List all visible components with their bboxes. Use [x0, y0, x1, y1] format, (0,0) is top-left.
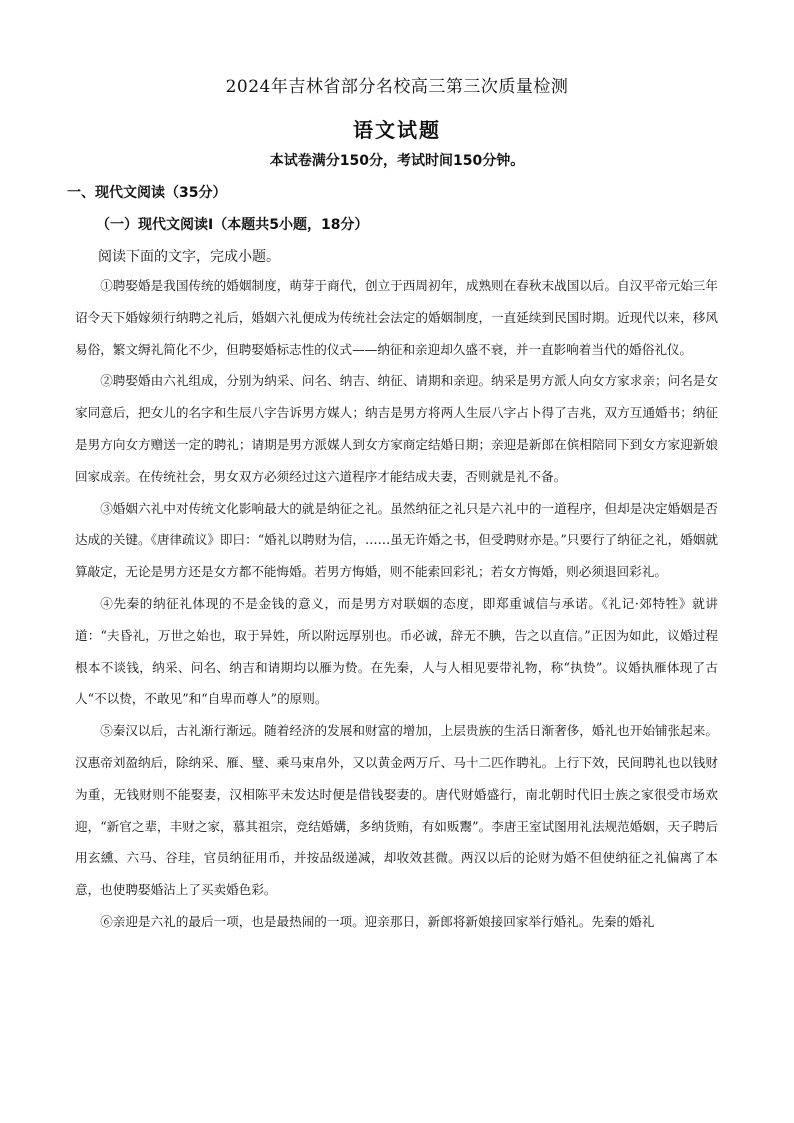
reading-passage	[75, 270, 718, 938]
section-heading: 一、现代文阅读（35分）	[67, 185, 227, 201]
exam-info: 本试卷满分150分，考试时间150分钟。	[269, 153, 525, 169]
reading-instruction: 阅读下面的文字，完成小题。	[98, 249, 280, 265]
paragraph-6: ⑥亲迎是六礼的最后一项，也是最热闹的一项。迎亲那日，新郎将新娘接回家举行婚礼。先秦的婚礼	[100, 913, 655, 929]
subsection-heading: （一）现代文阅读Ⅰ（本题共5小题，18分）	[96, 217, 369, 233]
paragraph-4: ④先秦的纳征礼体现的不是金钱的意义，而是男方对联姻的态度，即郑重诚信与承诺。《礼记·郊特牲》就讲道：“夫昏礼，万世之始也，取于异姓，所以附远厚别也。币必诚，辞无不腆，告之以直信。”正因为如此，议婚过程根本不谈钱，纳采、问名、纳吉和请期均以雁为贽。在先秦，人与人相见要带礼物，称“执贽”。议婚执雁体现了古人“不以贽，不敢见”和“自卑而尊人”的原则。	[75, 595, 718, 707]
paragraph-3: ③婚姻六礼中对传统文化影响最大的就是纳征之礼。虽然纳征之礼只是六礼中的一道程序，但却是决定婚姻是否达成的关键。《唐律疏议》即曰：“婚礼以聘财为信，……虽无许婚之书，但受聘财亦是。”只要行了纳征之礼，婚姻就算敲定，无论是男方还是女方都不能悔婚。若男方悔婚，则不能索回彩礼；若女方悔婚，则必须退回彩礼。	[75, 500, 718, 580]
paragraph-5: ⑤秦汉以后，古礼渐行渐远。随着经济的发展和财富的增加，上层贵族的生活日渐奢侈，婚礼也开始铺张起来。汉惠帝刘盈纳后，除纳采、雁、璧、乘马束帛外，又以黄金两万斤、马十二匹作聘礼。上行下效，民间聘礼也以钱财为重，无钱财则不能娶妻，汉相陈平未发达时便是借钱娶妻的。唐代财婚盛行，南北朝时代旧士族之家很受市场欢迎，“新官之辈，丰财之家，慕其祖宗，竞结婚媾，多纳货贿，有如贩鬻”。李唐王室试图用礼法规范婚姻，天子聘后用玄纁、六马、谷珪，官员纳征用币，并按品级递减，却收效甚微。两汉以后的论财为婚不但使纳征之礼偏离了本意，也使聘娶婚沾上了买卖婚色彩。	[75, 723, 718, 898]
paragraph-2: ②聘娶婚由六礼组成，分别为纳采、问名、纳吉、纳征、请期和亲迎。纳采是男方派人向女方家求亲；问名是女家同意后，把女儿的名字和生辰八字告诉男方媒人；纳吉是男方将两人生辰八字占卜得了吉兆，双方互通婚书；纳征是男方向女方赠送一定的聘礼；请期是男方派媒人到女方家商定结婚日期；亲迎是新郎在傧相陪同下到女方家迎新娘回家成亲。在传统社会，男女双方必须经过这六道程序才能结成夫妻，否则就是礼不备。	[75, 373, 718, 484]
exam-title: 2024年吉林省部分名校高三第三次质量检测	[225, 77, 569, 97]
subject-title: 语文试题	[353, 118, 441, 142]
paragraph-1: ①聘娶婚是我国传统的婚姻制度，萌芽于商代，创立于西周初年，成熟则在春秋末战国以后。自汉平帝元始三年诏令天下婚嫁须行纳聘之礼后，婚姻六礼便成为传统社会法定的婚姻制度，一直延续到民国时期。近现代以来，移风易俗，繁文缛礼简化不少，但聘娶婚标志性的仪式——纳征和亲迎却久盛不衰，并一直影响着当代的婚俗礼仪。	[75, 278, 718, 357]
